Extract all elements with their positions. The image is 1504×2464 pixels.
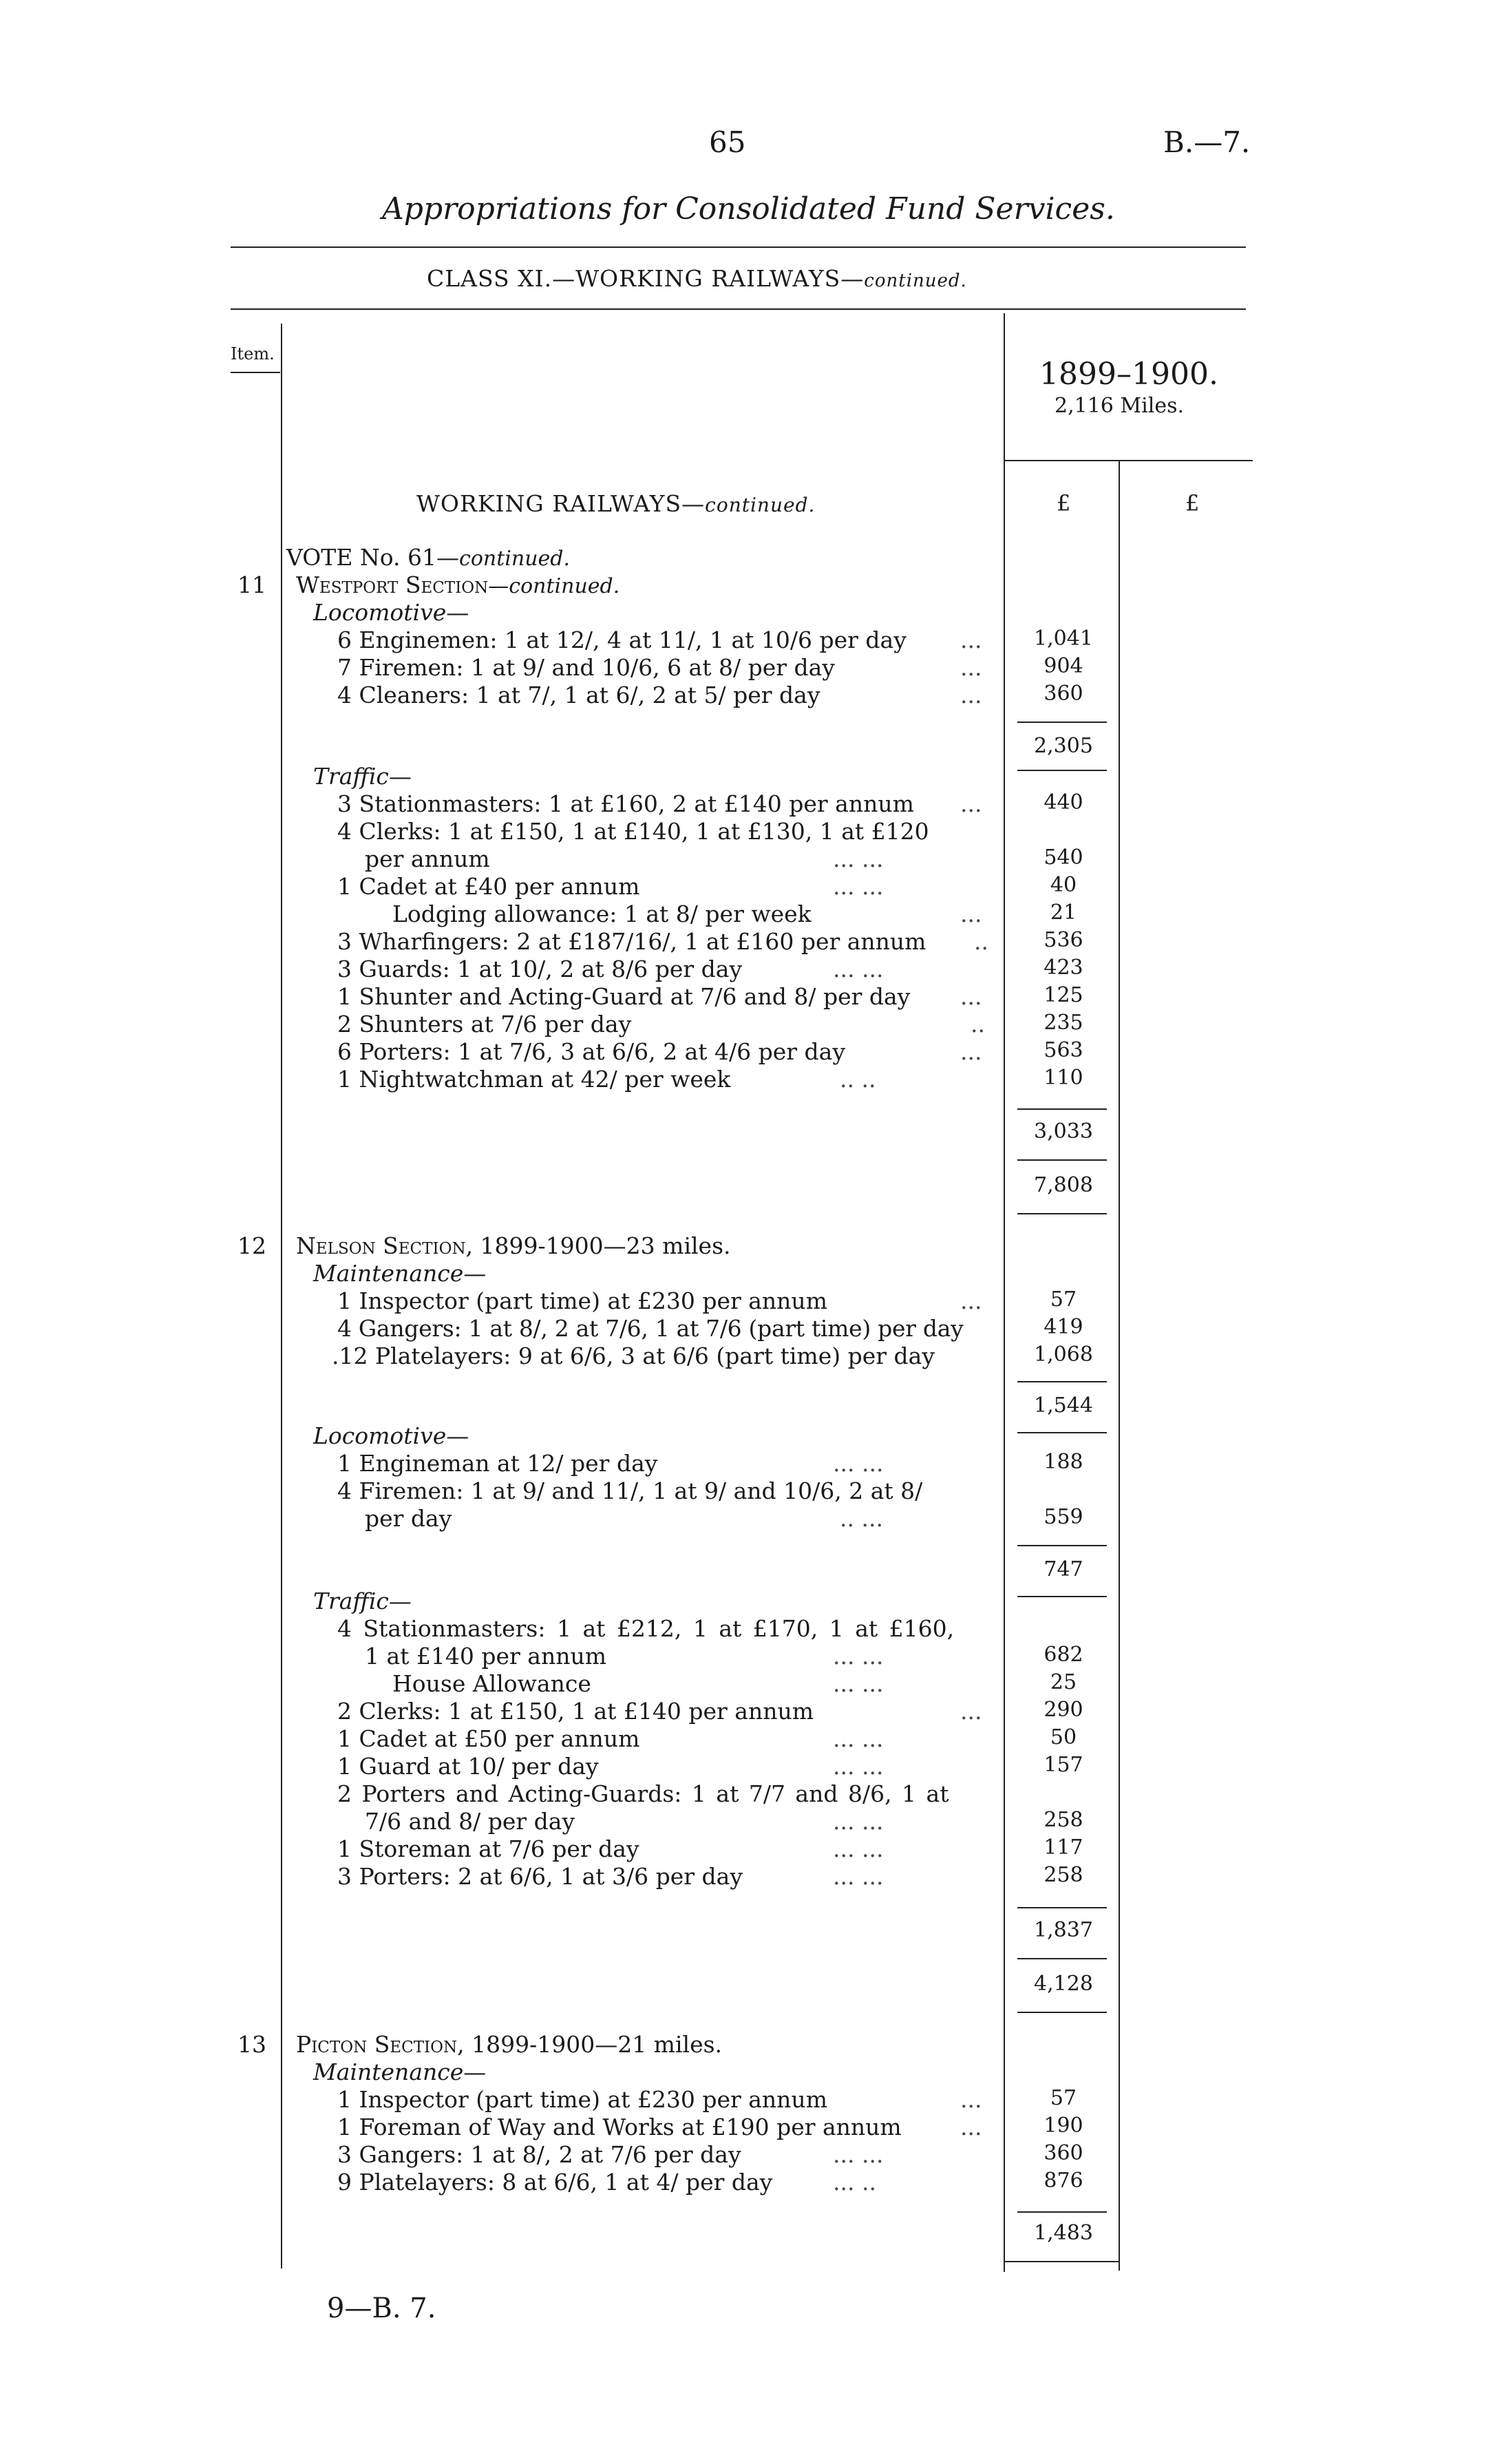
nelson-traffic-amount-4: 290 <box>1044 1698 1083 1722</box>
nelson-traffic-line-9: 1 Storeman at 7/6 per day <box>337 1835 639 1862</box>
nelson-loco-subtotal: 747 <box>1044 1557 1083 1581</box>
page-title: Appropriations for Consolidated Fund Services. <box>382 191 1115 227</box>
class-heading-text: CLASS XI.—WORKING RAILWAYS— <box>427 265 865 292</box>
westport-traffic-rule-top <box>1017 1108 1107 1110</box>
westport-traffic-subtotal: 3,033 <box>1034 1119 1093 1144</box>
westport-traffic-rule-bottom <box>1017 1159 1107 1161</box>
nelson-traffic-line-7: 2 Porters and Acting-Guards: 1 at 7/7 and 8/6, 1 at <box>337 1780 949 1807</box>
document-reference: B.—7. <box>1163 125 1251 159</box>
westport-loco-amount-3: 360 <box>1044 682 1083 706</box>
title-rule <box>231 246 1246 248</box>
westport-loco-line-1: 6 Enginemen: 1 at 12/, 4 at 11/, 1 at 10/6 per day <box>337 626 907 653</box>
nelson-maint-line-2: 4 Gangers: 1 at 8/, 2 at 7/6, 1 at 7/6 (part time) per day <box>337 1315 964 1342</box>
westport-loco-rule-top <box>1017 722 1107 723</box>
nelson-maint-amount-2: 419 <box>1044 1315 1083 1339</box>
picton-maint-subtotal: 1,483 <box>1034 2221 1093 2245</box>
nelson-traffic-amount-2: 682 <box>1044 1643 1083 1667</box>
picton-maint-amount-3: 360 <box>1044 2141 1083 2165</box>
nelson-traffic-leader-2: ... ... <box>833 1643 884 1670</box>
nelson-maint-subtotal: 1,544 <box>1034 1393 1093 1418</box>
picton-maint-line-2: 1 Foreman of Way and Works at £190 per annum <box>337 2114 902 2140</box>
westport-traffic-amount-5: 21 <box>1050 901 1077 925</box>
nelson-traffic-leader-6: ... ... <box>833 1753 884 1780</box>
nelson-loco-amount-1: 188 <box>1044 1450 1083 1474</box>
nelson-traffic-leader-8: ... ... <box>833 1808 884 1835</box>
westport-traffic-line-9: 2 Shunters at 7/6 per day <box>337 1011 632 1038</box>
picton-maint-amount-4: 876 <box>1044 2169 1083 2193</box>
item-number-11: 11 <box>237 571 266 598</box>
pound-symbol-col1: £ <box>1057 490 1071 516</box>
amount-header-rule <box>1005 460 1253 461</box>
westport-loco-amount-1: 1,041 <box>1034 626 1093 651</box>
year-heading: 1899–1900. <box>1039 357 1218 392</box>
working-railways-continued: continued. <box>705 494 816 516</box>
nelson-traffic-line-1: 4 Stationmasters: 1 at £212, 1 at £170, 1 at £160, <box>337 1615 955 1642</box>
nelson-loco-rule-top <box>1017 1545 1107 1546</box>
nelson-total-rule <box>1017 2012 1107 2013</box>
nelson-loco-rule-bottom <box>1017 1596 1107 1597</box>
nelson-loco-line-2: 4 Firemen: 1 at 9/ and 11/, 1 at 9/ and 10/6, 2 at 8/ <box>337 1477 923 1504</box>
westport-traffic-leader-8: ... <box>960 983 982 1010</box>
westport-traffic-leader-9: .. <box>971 1011 985 1038</box>
class-heading-continued: continued. <box>864 271 967 291</box>
nelson-traffic-label: Traffic— <box>313 1588 412 1614</box>
working-railways-title <box>416 490 815 517</box>
westport-traffic-amount-6: 536 <box>1044 928 1083 952</box>
nelson-traffic-leader-9: ... ... <box>833 1835 884 1862</box>
page-number: 65 <box>709 125 746 159</box>
westport-loco-line-2: 7 Firemen: 1 at 9/ and 10/6, 6 at 8/ per day <box>337 654 835 681</box>
nelson-section-suffix: , 1899-1900—23 miles. <box>465 1232 731 1259</box>
footer-signature: 9—B. 7. <box>327 2293 436 2324</box>
picton-maint-rule-top <box>1017 2211 1107 2213</box>
item-number-12: 12 <box>237 1232 266 1259</box>
nelson-maint-rule-top <box>1017 1381 1107 1382</box>
nelson-traffic-line-10: 3 Porters: 2 at 6/6, 1 at 3/6 per day <box>337 1863 743 1890</box>
item-column-header: Item. <box>231 344 275 364</box>
nelson-maintenance-label: Maintenance— <box>313 1260 487 1287</box>
vote-line <box>286 544 570 571</box>
westport-total-rule <box>1017 1213 1107 1214</box>
westport-traffic-leader-11: .. .. <box>840 1066 876 1093</box>
westport-section-name: Westport Section <box>296 571 489 598</box>
nelson-locomotive-label: Locomotive— <box>313 1422 469 1449</box>
nelson-loco-leader-3: .. ... <box>840 1505 883 1532</box>
westport-traffic-line-1: 3 Stationmasters: 1 at £160, 2 at £140 per annum <box>337 790 914 817</box>
miles-heading: 2,116 Miles. <box>1055 394 1185 418</box>
nelson-traffic-amount-10: 258 <box>1044 1863 1083 1887</box>
nelson-maint-rule-bottom <box>1017 1432 1107 1433</box>
nelson-traffic-leader-5: ... ... <box>833 1725 884 1752</box>
westport-traffic-leader-1: ... <box>960 790 982 817</box>
picton-maint-line-1: 1 Inspector (part time) at £230 per annum <box>337 2086 827 2113</box>
header-rule <box>231 308 1246 310</box>
westport-section-heading <box>296 571 619 598</box>
westport-traffic-line-4: 1 Cadet at £40 per annum <box>337 873 640 900</box>
nelson-traffic-amount-6: 157 <box>1044 1753 1083 1777</box>
nelson-traffic-leader-3: ... ... <box>833 1670 884 1697</box>
westport-loco-leader-2: ... <box>960 654 982 681</box>
nelson-traffic-rule-top <box>1017 1907 1107 1908</box>
westport-traffic-line-10: 6 Porters: 1 at 7/6, 3 at 6/6, 2 at 4/6 per day <box>337 1038 845 1065</box>
nelson-traffic-amount-8: 258 <box>1044 1808 1083 1832</box>
westport-loco-leader-3: ... <box>960 682 982 708</box>
picton-section-suffix: , 1899-1900—21 miles. <box>457 2031 723 2058</box>
westport-traffic-line-5: Lodging allowance: 1 at 8/ per week <box>392 901 812 927</box>
westport-traffic-leader-4: ... ... <box>833 873 884 900</box>
westport-locomotive-label: Locomotive— <box>313 599 469 626</box>
nelson-loco-leader-1: ... ... <box>833 1450 884 1477</box>
picton-maint-line-3: 3 Gangers: 1 at 8/, 2 at 7/6 per day <box>337 2141 741 2168</box>
nelson-section-name: Nelson Section <box>296 1232 466 1259</box>
picton-maint-amount-2: 190 <box>1044 2114 1083 2138</box>
nelson-traffic-rule-bottom <box>1017 1958 1107 1959</box>
westport-traffic-amount-11: 110 <box>1044 1066 1083 1090</box>
westport-traffic-amount-3: 540 <box>1044 845 1083 870</box>
westport-traffic-amount-4: 40 <box>1050 873 1077 897</box>
nelson-traffic-amount-9: 117 <box>1044 1835 1083 1860</box>
nelson-traffic-line-3: House Allowance <box>392 1670 591 1697</box>
westport-traffic-leader-6: .. <box>974 928 988 955</box>
westport-loco-subtotal: 2,305 <box>1034 734 1093 758</box>
picton-maint-amount-1: 57 <box>1050 2086 1077 2110</box>
nelson-traffic-amount-5: 50 <box>1050 1725 1077 1749</box>
westport-loco-leader-1: ... <box>960 626 982 653</box>
westport-traffic-leader-7: ... ... <box>833 956 884 982</box>
picton-maint-leader-4: ... .. <box>833 2169 876 2196</box>
westport-traffic-line-6: 3 Wharfingers: 2 at £187/16/, 1 at £160 per annum <box>337 928 926 955</box>
nelson-maint-amount-3: 1,068 <box>1034 1342 1093 1367</box>
westport-traffic-line-8: 1 Shunter and Acting-Guard at 7/6 and 8/ per day <box>337 983 911 1010</box>
westport-loco-line-3: 4 Cleaners: 1 at 7/, 1 at 6/, 2 at 5/ per day <box>337 682 820 708</box>
working-railways-text: WORKING RAILWAYS— <box>416 490 706 517</box>
westport-traffic-amount-10: 563 <box>1044 1038 1083 1062</box>
picton-maintenance-label: Maintenance— <box>313 2058 487 2085</box>
westport-traffic-leader-3: ... ... <box>833 845 884 872</box>
westport-traffic-line-2: 4 Clerks: 1 at £150, 1 at £140, 1 at £130, 1 at £120 <box>337 818 929 845</box>
item-number-13: 13 <box>237 2031 266 2058</box>
class-heading <box>427 265 967 292</box>
picton-maint-leader-1: ... <box>960 2086 982 2113</box>
nelson-traffic-line-8: 7/6 and 8/ per day <box>365 1808 575 1835</box>
nelson-maint-line-3: .12 Platelayers: 9 at 6/6, 3 at 6/6 (part time) per day <box>332 1342 935 1369</box>
westport-traffic-amount-8: 125 <box>1044 983 1083 1007</box>
nelson-traffic-line-5: 1 Cadet at £50 per annum <box>337 1725 640 1752</box>
nelson-maint-leader-1: ... <box>960 1287 982 1314</box>
westport-traffic-line-7: 3 Guards: 1 at 10/, 2 at 8/6 per day <box>337 956 743 982</box>
item-column-divider <box>281 324 282 2268</box>
westport-traffic-amount-9: 235 <box>1044 1011 1083 1035</box>
nelson-traffic-line-2: 1 at £140 per annum <box>365 1643 607 1670</box>
westport-traffic-amount-1: 440 <box>1044 790 1083 814</box>
picton-section-name: Picton Section <box>296 2031 458 2058</box>
nelson-traffic-amount-3: 25 <box>1050 1670 1077 1694</box>
vote-text: VOTE No. 61— <box>286 544 460 571</box>
westport-traffic-line-11: 1 Nightwatchman at 42/ per week <box>337 1066 731 1093</box>
picton-section-heading <box>296 2031 722 2058</box>
picton-maint-rule-bottom <box>1005 2261 1120 2262</box>
nelson-section-heading <box>296 1232 731 1259</box>
nelson-section-total: 4,128 <box>1034 1972 1093 1996</box>
nelson-loco-line-1: 1 Engineman at 12/ per day <box>337 1450 658 1477</box>
picton-maint-line-4: 9 Platelayers: 8 at 6/6, 1 at 4/ per day <box>337 2169 773 2196</box>
nelson-traffic-leader-10: ... ... <box>833 1863 884 1890</box>
nelson-loco-line-3: per day <box>365 1505 452 1532</box>
nelson-traffic-subtotal: 1,837 <box>1034 1918 1093 1942</box>
westport-loco-amount-2: 904 <box>1044 654 1083 678</box>
westport-traffic-leader-5: ... <box>960 901 982 927</box>
westport-traffic-line-3: per annum <box>365 845 490 872</box>
westport-traffic-amount-7: 423 <box>1044 956 1083 980</box>
picton-maint-leader-3: ... ... <box>833 2141 884 2168</box>
item-header-rule <box>231 372 280 373</box>
vote-continued: continued. <box>459 547 571 571</box>
nelson-maint-amount-1: 57 <box>1050 1287 1077 1312</box>
nelson-traffic-line-4: 2 Clerks: 1 at £150, 1 at £140 per annum <box>337 1698 814 1725</box>
nelson-traffic-line-6: 1 Guard at 10/ per day <box>337 1753 599 1780</box>
westport-loco-rule-bottom <box>1017 770 1107 771</box>
nelson-maint-line-1: 1 Inspector (part time) at £230 per annum <box>337 1287 827 1314</box>
westport-traffic-leader-10: ... <box>960 1038 982 1065</box>
nelson-traffic-leader-4: ... <box>960 1698 982 1725</box>
westport-section-suffix: —continued. <box>488 574 620 598</box>
nelson-loco-amount-3: 559 <box>1044 1505 1083 1529</box>
picton-maint-leader-2: ... <box>960 2114 982 2140</box>
westport-section-total: 7,808 <box>1034 1173 1093 1197</box>
pound-symbol-col2: £ <box>1185 490 1200 516</box>
westport-traffic-label: Traffic— <box>313 763 412 790</box>
